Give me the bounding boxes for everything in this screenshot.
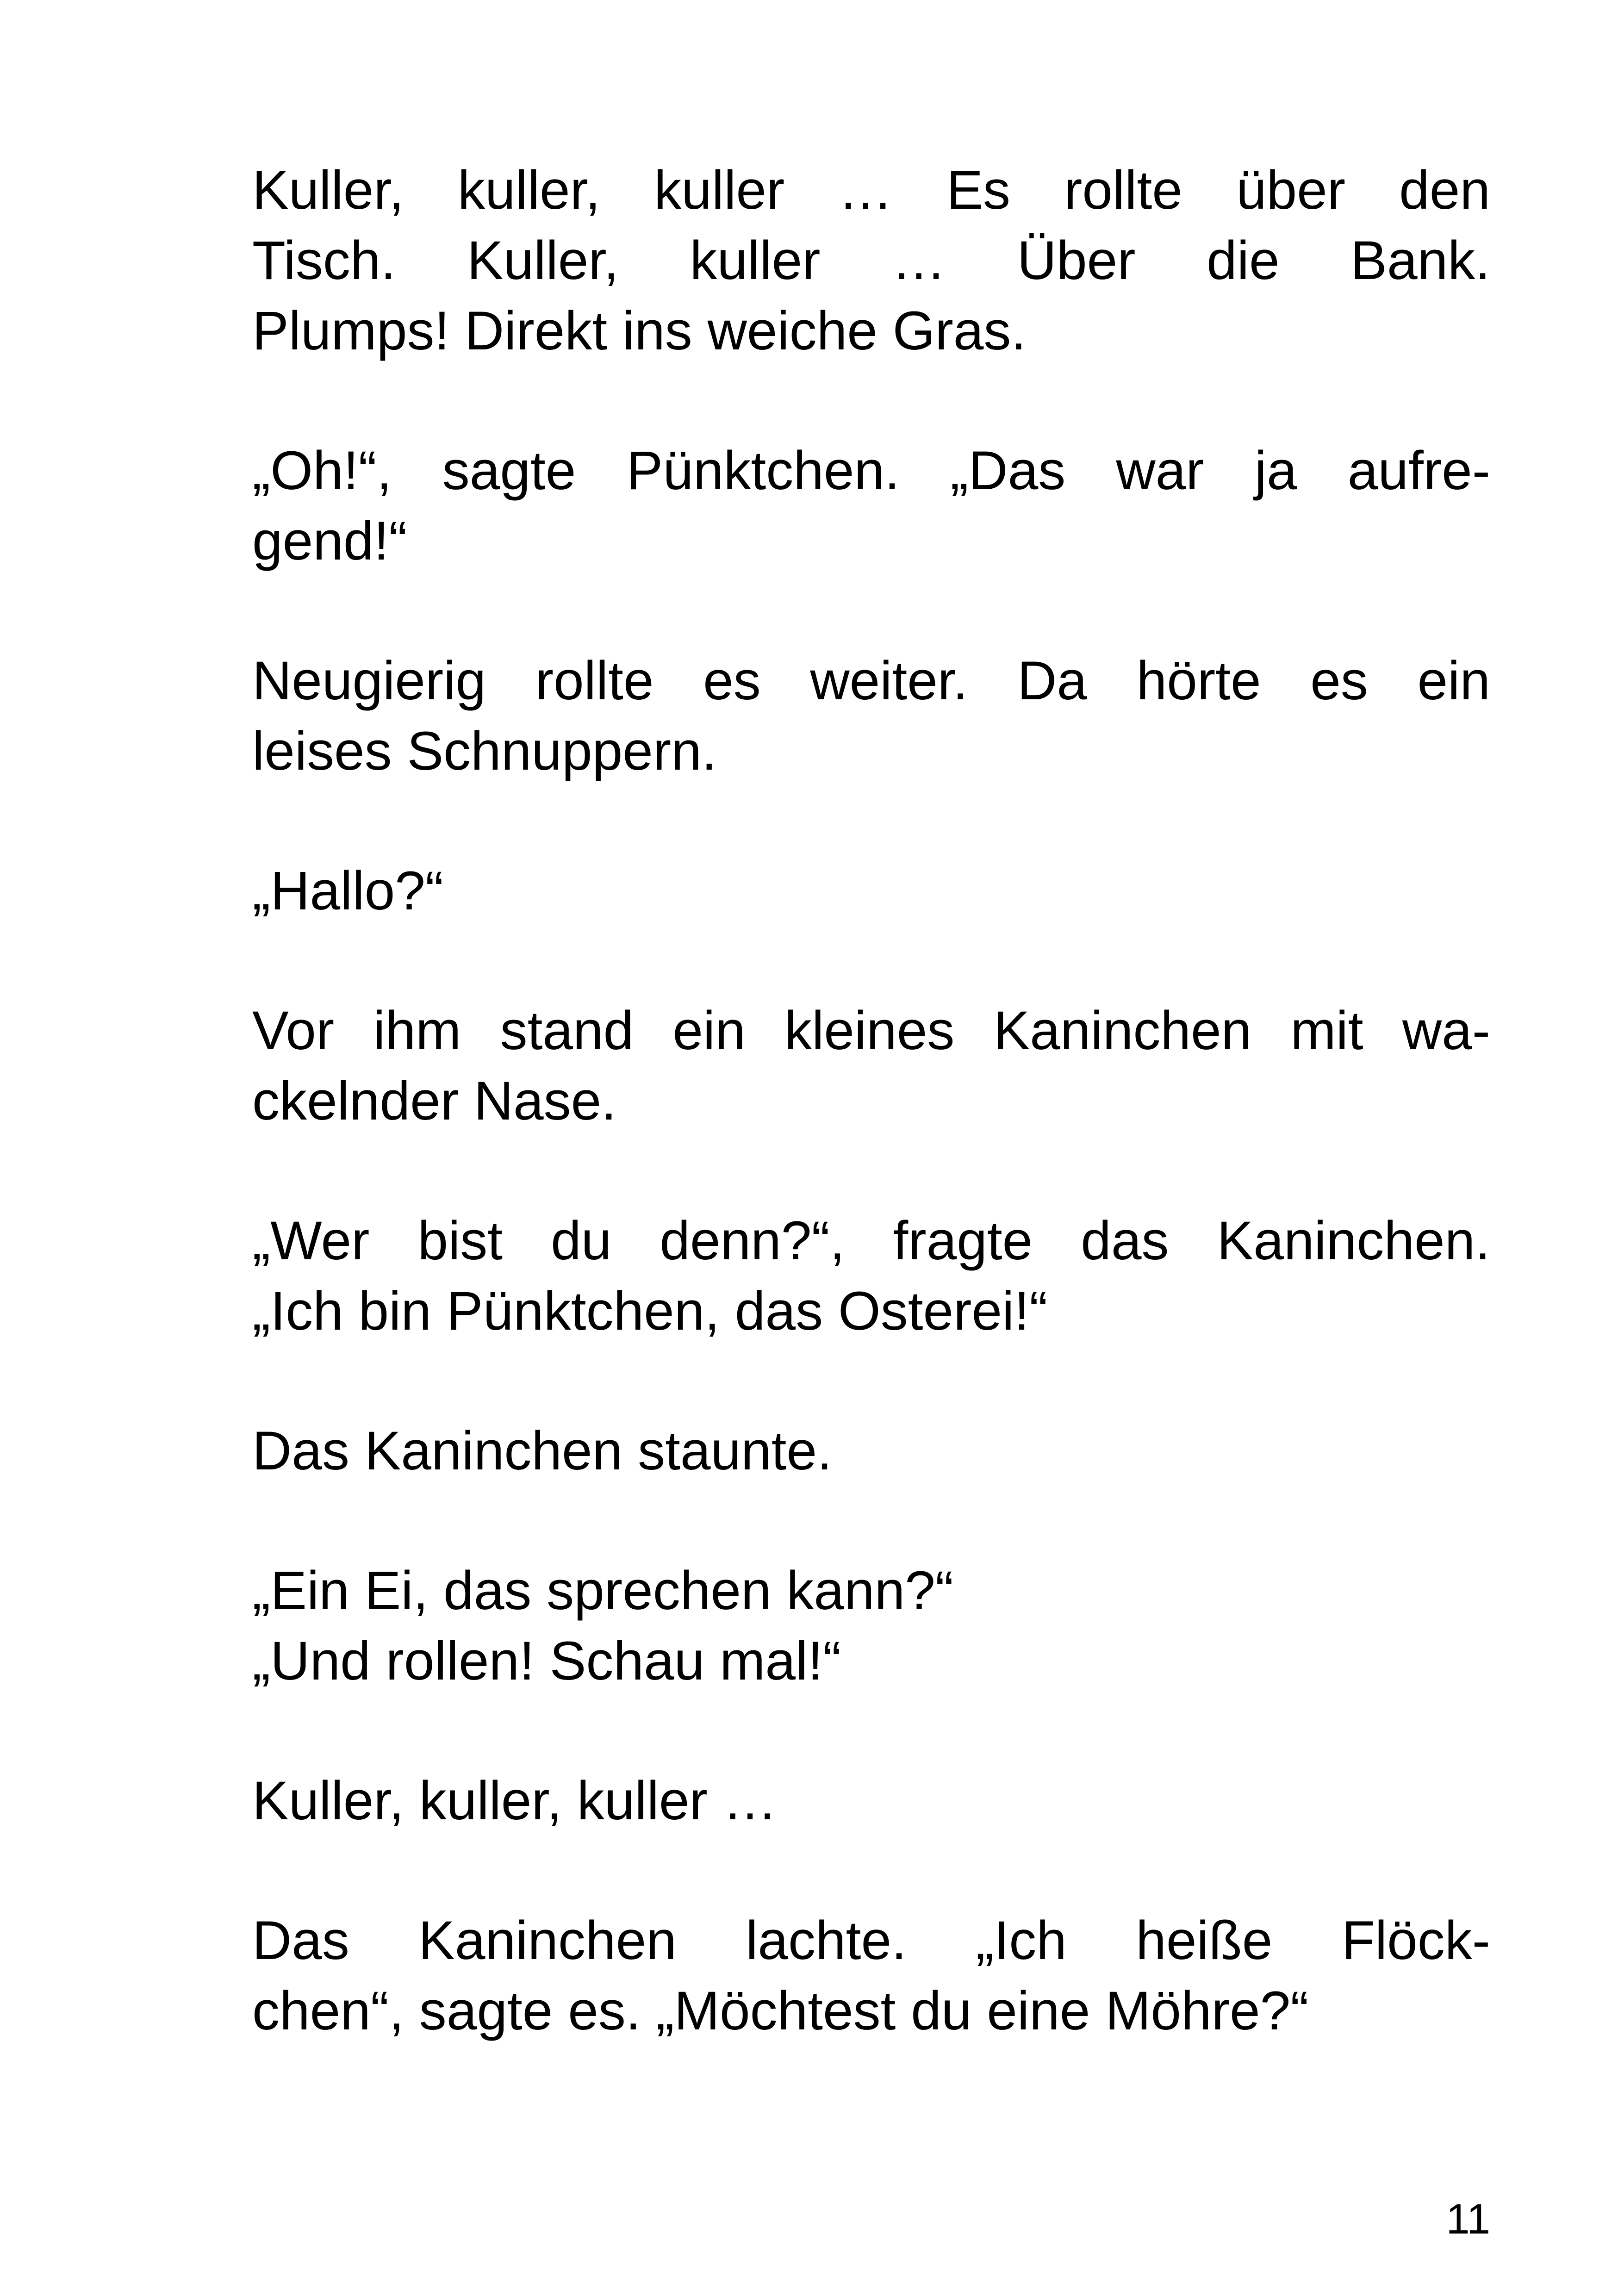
paragraph-4	[252, 856, 1490, 926]
paragraph-10	[252, 1905, 1490, 2046]
text-line: Plumps! Direkt ins weiche Gras.	[252, 300, 1027, 361]
paragraph-3	[252, 646, 1490, 786]
text-line: ckelnder Nase.	[252, 1070, 617, 1132]
text-line: Vor ihm stand ein kleines Kaninchen mit wa-	[252, 1000, 1490, 1061]
text-line: „Hallo?“	[252, 860, 444, 921]
paragraph-9	[252, 1766, 1490, 1836]
text-line: „Und rollen! Schau mal!“	[252, 1630, 841, 1692]
paragraph-2	[252, 436, 1490, 576]
paragraph-1	[252, 155, 1490, 366]
text-line: „Ich bin Pünktchen, das Osterei!“	[252, 1281, 1048, 1342]
text-line: Tisch. Kuller, kuller … Über die Bank.	[252, 230, 1490, 291]
text-line: Das Kaninchen lachte. „Ich heiße Flöck-	[252, 1910, 1490, 1971]
page-number: 11	[1446, 2196, 1490, 2243]
text-line: gend!“	[252, 510, 407, 572]
text-line: „Ein Ei, das sprechen kann?“	[252, 1560, 954, 1621]
text-line: „Oh!“, sagte Pünktchen. „Das war ja aufre-	[252, 440, 1490, 501]
text-line: Neugierig rollte es weiter. Da hörte es ein	[252, 650, 1490, 711]
paragraph-8	[252, 1556, 1490, 1696]
text-line: leises Schnuppern.	[252, 721, 717, 782]
text-line: chen“, sagte es. „Möchtest du eine Möhre?“	[252, 1980, 1309, 2041]
paragraph-5	[252, 996, 1490, 1136]
story-text	[252, 155, 1490, 2116]
text-line: „Wer bist du denn?“, fragte das Kaninchen.	[252, 1210, 1490, 1271]
text-line: Das Kaninchen staunte.	[252, 1420, 832, 1481]
paragraph-7	[252, 1416, 1490, 1486]
text-line: Kuller, kuller, kuller … Es rollte über den	[252, 160, 1490, 221]
text-line: Kuller, kuller, kuller …	[252, 1770, 778, 1831]
paragraph-6	[252, 1206, 1490, 1346]
